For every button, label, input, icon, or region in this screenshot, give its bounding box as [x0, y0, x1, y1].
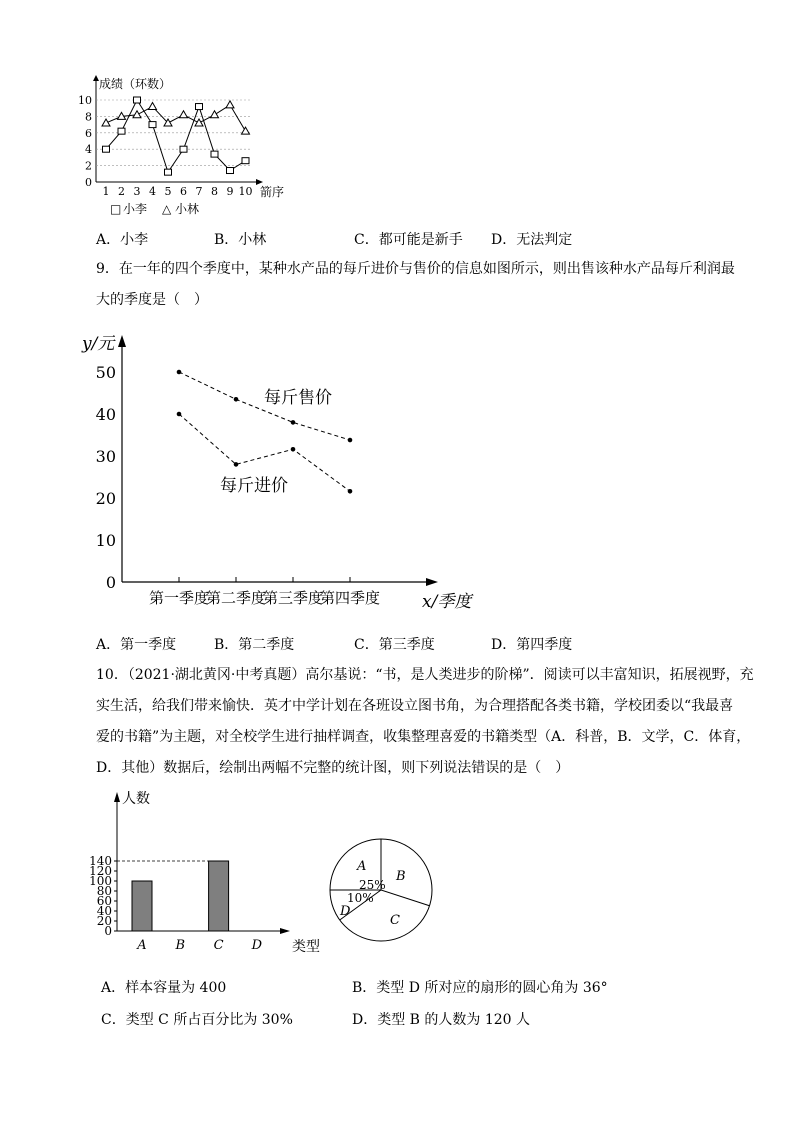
point-square — [211, 151, 218, 157]
point-square — [227, 168, 234, 174]
bar-chart-plot — [89, 790, 320, 955]
book-type-bar-chart — [80, 785, 330, 960]
x-tick-label: 6 — [180, 185, 187, 198]
y-tick-label: 20 — [95, 489, 116, 508]
data-point — [291, 447, 296, 452]
price-cost-chart — [70, 325, 490, 615]
y-tick-label: 0 — [104, 924, 112, 938]
q9-option-b[interactable]: B．第二季度 — [214, 637, 295, 653]
x-tick-label: 第一季度 — [148, 589, 210, 607]
q9-option-c[interactable]: C．第三季度 — [354, 637, 435, 653]
data-point — [234, 397, 239, 402]
y-tick-label: 40 — [96, 904, 112, 918]
series-line-square — [106, 100, 246, 172]
q10-option-b[interactable]: B．类型 D 所对应的扇形的圆心角为 36° — [352, 980, 608, 996]
point-square — [103, 146, 110, 152]
x-tick-label: B — [175, 938, 186, 953]
q10-option-c[interactable]: C．类型 C 所占百分比为 30% — [101, 1012, 293, 1028]
q9-option-a[interactable]: A．第一季度 — [96, 637, 177, 653]
slice-label-A: A — [357, 859, 367, 874]
series-label-price: 每斤售价 — [264, 388, 332, 408]
legend-label-xiaolin: 小林 — [175, 202, 200, 216]
q8-option-d[interactable]: D．无法判定 — [491, 232, 573, 248]
x-tick-label: 8 — [211, 185, 218, 198]
y-tick-label: 120 — [89, 864, 112, 878]
data-point — [177, 370, 182, 375]
y-axis-label: 成绩（环数） — [99, 77, 172, 91]
y-axis-arrow — [114, 792, 120, 802]
point-triangle — [242, 127, 250, 134]
y-tick-label: 0 — [105, 573, 116, 592]
point-square — [165, 169, 172, 175]
point-triangle — [195, 119, 203, 126]
y-tick-label: 140 — [89, 854, 112, 868]
x-axis-label: x/季度 — [422, 592, 472, 612]
score-line-chart — [60, 72, 310, 222]
x-tick-label: 1 — [102, 185, 110, 198]
q10-question-line4: D．其他）数据后，绘制出两幅不完整的统计图，则下列说法错误的是（ ） — [96, 760, 570, 776]
y-tick-label: 10 — [78, 94, 92, 107]
data-point — [234, 462, 239, 467]
x-tick-label: 2 — [118, 185, 125, 198]
y-tick-label: 50 — [95, 363, 116, 382]
series-line-triangle — [106, 105, 246, 131]
x-axis-arrow — [426, 578, 438, 586]
point-triangle — [226, 101, 234, 108]
x-tick-label: 第二季度 — [205, 589, 267, 607]
point-triangle — [149, 103, 157, 110]
slice-pct-D: 10% — [347, 891, 374, 905]
slice-label-C: C — [390, 913, 400, 928]
y-tick-label: 20 — [96, 914, 112, 928]
y-tick-label: 10 — [95, 531, 116, 550]
q10-question-line2: 实生活，给我们带来愉快．英才中学计划在各班设立图书角，为合理搭配各类书籍，学校团委以“我最喜 — [96, 698, 734, 714]
q8-option-c[interactable]: C．都可能是新手 — [354, 232, 463, 248]
book-type-pie-chart — [320, 835, 440, 950]
q10-question-line3: 爱的书籍”为主题，对全校学生进行抽样调查，收集整理喜爱的书籍类型（A．科普，B．文学，C．体育， — [96, 729, 751, 745]
slice-pct-A: 25% — [359, 878, 386, 892]
legend-symbol-square: □ — [110, 202, 122, 216]
x-tick-label: A — [137, 938, 147, 953]
q9-option-d[interactable]: D．第四季度 — [491, 637, 573, 653]
point-triangle — [180, 111, 188, 118]
data-point — [177, 412, 182, 417]
point-square — [242, 158, 249, 164]
x-tick-label: 3 — [133, 185, 141, 198]
x-tick-label: 10 — [238, 185, 253, 198]
y-tick-label: 2 — [85, 159, 92, 173]
y-tick-label: 100 — [89, 874, 112, 888]
point-triangle — [133, 111, 141, 118]
price-chart-plot — [81, 334, 474, 612]
point-square — [196, 104, 203, 110]
y-tick-label: 6 — [85, 126, 92, 140]
y-tick-label: 40 — [95, 405, 116, 424]
data-point — [348, 438, 353, 443]
point-square — [134, 97, 141, 103]
point-square — [149, 122, 156, 128]
y-axis-arrow — [118, 335, 126, 347]
point-square — [118, 128, 125, 134]
legend-label-xiaoli: 小李 — [123, 202, 148, 216]
legend-symbol-triangle: △ — [162, 202, 172, 216]
data-point — [348, 489, 353, 494]
point-triangle — [102, 119, 110, 126]
x-axis-arrow — [280, 928, 290, 934]
x-tick-label: D — [251, 938, 263, 953]
y-tick-label: 30 — [95, 447, 116, 466]
series-label-cost: 每斤进价 — [220, 476, 288, 496]
q8-option-a[interactable]: A．小李 — [96, 232, 149, 248]
x-tick-label: 第三季度 — [262, 589, 324, 607]
point-square — [180, 146, 187, 152]
pie-chart-plot — [330, 839, 432, 941]
q8-option-b[interactable]: B．小林 — [214, 232, 267, 248]
x-tick-label: 5 — [164, 185, 172, 198]
y-axis-label: y/元 — [82, 334, 115, 354]
bar-A — [132, 881, 152, 931]
x-tick-label: 4 — [149, 185, 156, 198]
bar-C — [209, 861, 229, 931]
x-tick-label: 第四季度 — [319, 589, 381, 607]
q10-option-a[interactable]: A．样本容量为 400 — [101, 980, 227, 996]
slice-label-D: D — [340, 904, 351, 919]
data-point — [291, 420, 296, 425]
x-tick-label: C — [213, 938, 224, 953]
x-tick-label: 7 — [195, 185, 203, 198]
point-triangle — [211, 111, 219, 118]
y-tick-label: 4 — [85, 143, 92, 157]
q9-question-line2: 大的季度是（ ） — [96, 292, 208, 308]
x-axis-label: 箭序 — [260, 185, 285, 199]
q10-option-d[interactable]: D．类型 B 的人数为 120 人 — [352, 1012, 531, 1028]
x-axis-label: 类型 — [292, 939, 320, 955]
slice-label-B: B — [396, 869, 406, 884]
y-axis-label: 人数 — [122, 791, 150, 807]
y-tick-label: 80 — [96, 884, 112, 898]
score-chart-plot — [78, 75, 284, 216]
y-tick-label: 8 — [85, 110, 92, 124]
q9-question-line1: 9．在一年的四个季度中，某种水产品的每斤进价与售价的信息如图所示，则出售该种水产品每斤利润最 — [96, 261, 735, 277]
q10-question-line1: 10．（2021·湖北黄冈·中考真题）高尔基说：“书，是人类进步的阶梯”．阅读可以丰富知识，拓展视野，充 — [96, 667, 754, 683]
x-tick-label: 9 — [226, 185, 234, 198]
y-tick-label: 0 — [85, 176, 92, 189]
y-tick-label: 60 — [96, 894, 112, 908]
